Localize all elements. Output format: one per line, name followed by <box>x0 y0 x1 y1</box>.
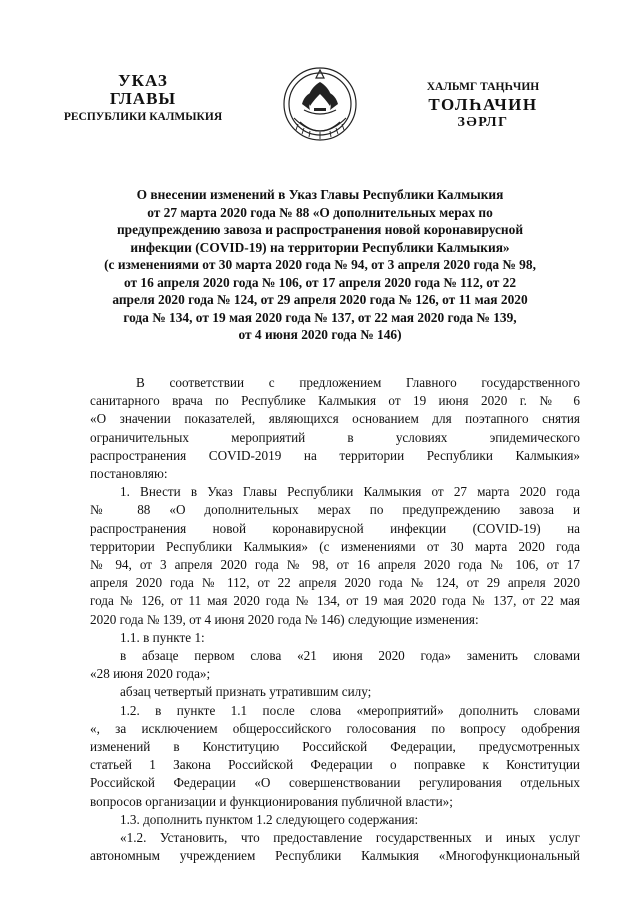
header-left-line: УКАЗ <box>118 71 168 90</box>
title-line: инфекции (COVID-19) на территории Республики Калмыкия» <box>130 239 510 255</box>
body-line: «, за исключением общероссийского голосования по вопросу одобрения <box>90 720 580 736</box>
header-left-line: РЕСПУБЛИКИ КАЛМЫКИЯ <box>63 111 223 123</box>
decree-body <box>90 374 580 865</box>
body-line: постановляю: <box>90 466 168 482</box>
header-right <box>402 78 564 132</box>
header-right-line: ТОЛҺАЧИН <box>428 95 538 114</box>
title-line: от 27 марта 2020 года № 88 «О дополнительных мерах по <box>147 204 493 220</box>
body-line: санитарного врача по Республике Калмыкия от 19 июня 2020 г. № 6 <box>90 393 580 409</box>
decree-title <box>96 186 544 344</box>
body-line: «1.2. Установить, что предоставление государственных и иных услуг <box>120 830 580 846</box>
body-line: изменений в Конституцию Российской Федерации, предусмотренных <box>90 739 580 755</box>
body-line: «28 июня 2020 года»; <box>90 666 211 682</box>
body-line: 1.1. в пункте 1: <box>120 629 205 645</box>
body-line: В соответствии с предложением Главного государственного <box>136 375 580 390</box>
body-line: распространения новой коронавирусной инфекции (COVID-19) на <box>90 520 580 536</box>
title-line: (с изменениями от 30 марта 2020 года № 94, от 3 апреля 2020 года № 98, <box>104 257 536 272</box>
body-line: апреля 2020 года № 112, от 22 апреля 2020 года № 124, от 29 апреля 2020 <box>90 575 580 591</box>
body-line: абзац четвертый признать утратившим силу; <box>120 684 372 700</box>
body-line: Российской Федерации «О совершенствовании регулирования отдельных <box>90 775 580 791</box>
body-line: «О значении показателей, являющихся основанием для поэтапного снятия <box>90 411 580 427</box>
title-line: О внесении изменений в Указ Главы Республики Калмыкия <box>136 187 504 202</box>
body-line: № 88 «О дополнительных мерах по предупреждению завоза и <box>90 502 580 518</box>
body-line: в абзаце первом слова «21 июня 2020 года» заменить словами <box>120 648 580 664</box>
body-line: автономным учреждением Республики Калмыкия «Многофункциональный <box>90 848 580 864</box>
body-line: 1.2. в пункте 1.1 после слова «мероприятий» дополнить словами <box>120 702 580 718</box>
body-line: 1.3. дополнить пунктом 1.2 следующего содержания: <box>120 811 419 827</box>
body-line: года № 126, от 11 мая 2020 года № 134, от 19 мая 2020 года № 137, от 22 мая <box>90 593 580 609</box>
body-line: статьей 1 Закона Российской Федерации о поправке к Конституции <box>90 757 580 773</box>
title-line: от 4 июня 2020 года № 146) <box>238 327 402 342</box>
title-line: года № 134, от 19 мая 2020 года № 137, от 22 мая 2020 года № 139, <box>123 309 517 325</box>
body-line: вопросов организации и функционирования публичной власти»; <box>90 793 453 809</box>
title-line: от 16 апреля 2020 года № 106, от 17 апреля 2020 года № 112, от 22 <box>123 274 517 290</box>
body-line: ограничительных мероприятий в условиях эпидемического <box>90 429 580 445</box>
header-right-line: ЗӘРЛГ <box>457 115 509 130</box>
body-line: 1. Внести в Указ Главы Республики Калмыкия от 27 марта 2020 года <box>120 484 580 500</box>
header-right-line: ХАЛЬМГ ТАҢҺЧИН <box>426 81 540 93</box>
title-line: апреля 2020 года № 124, от 29 апреля 2020 года № 126, от 11 мая 2020 <box>112 292 528 307</box>
body-line: № 94, от 3 апреля 2020 года № 98, от 16 апреля 2020 года № 106, от 17 <box>90 557 580 573</box>
body-line: распространения COVID-2019 на территории Республики Калмыкия» <box>90 447 580 463</box>
header-left-line: ГЛАВЫ <box>109 89 177 108</box>
body-line: территории Республики Калмыкия» (с изменениями от 30 марта 2020 года <box>90 538 580 554</box>
body-line: 2020 года № 139, от 4 июня 2020 года № 146) следующие изменения: <box>90 611 479 627</box>
kalmykia-emblem-icon <box>280 60 360 150</box>
title-line: предупреждению завоза и распространения новой коронавирусной <box>116 222 524 237</box>
header-left <box>58 72 228 126</box>
